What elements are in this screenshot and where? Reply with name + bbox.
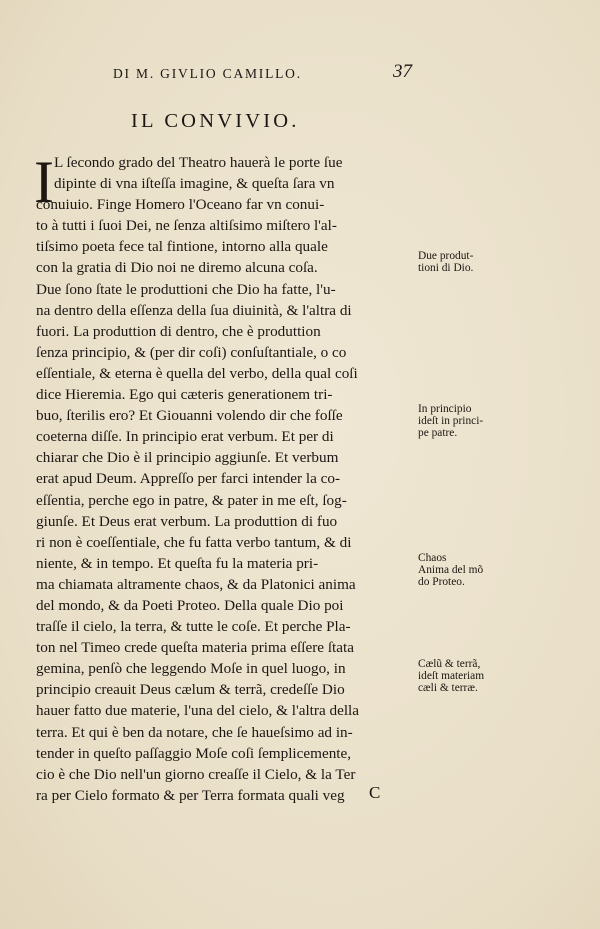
text-line: to à tutti i ſuoi Dei, ne ſenza altiſsimo miſtero l'al-	[36, 217, 337, 235]
margin-note-line: ideſt in princi-	[418, 415, 484, 427]
text-line: tender in queſto paſſaggio Moſe coſi ſemplicemente,	[36, 744, 352, 762]
text-line: ra per Cielo formato & per Terra formata quali veg	[36, 786, 345, 804]
text-line: hauer fatto due materie, l'una del cielo, & l'altra della	[36, 702, 360, 720]
text-line: erat apud Deum. Appreſſo per farci intender la co-	[36, 470, 341, 488]
margin-note	[418, 250, 473, 274]
margin-note-line: Cælũ & terrã,	[418, 658, 481, 670]
text-line: dice Hieremia. Ego qui cæteris generationem tri-	[36, 386, 333, 404]
text-line: eſſentia, perche ego in patre, & pater in me eſt, ſog-	[36, 491, 347, 509]
text-line: eſſentiale, & eterna è quella del verbo, della qual coſi	[36, 364, 358, 382]
text-line: giunſe. Et Deus erat verbum. La produttion di fuo	[36, 512, 338, 530]
text-line: na dentro della eſſenza della ſua diuinità, & l'altra di	[36, 301, 352, 319]
text-line: ſenza principio, & (per dir coſi) conſuſtantiale, o co	[36, 343, 347, 361]
text-line: L ſecondo grado del Theatro hauerà le porte ſue	[54, 154, 343, 171]
margin-note	[418, 403, 483, 439]
catchword: C	[369, 783, 381, 802]
margin-note-line: In principio	[418, 403, 472, 415]
text-line: niente, & in tempo. Et queſta fu la materia pri-	[36, 554, 319, 572]
text-line: terra. Et qui è ben da notare, che ſe haueſsimo ad in-	[36, 723, 353, 741]
margin-note	[418, 658, 484, 694]
margin-note-line: pe patre.	[418, 427, 458, 439]
text-line: coeterna diſſe. In principio erat verbum. Et per di	[36, 428, 334, 446]
margin-note-line: Anima del mõ	[418, 564, 484, 576]
text-line: ton nel Timeo crede queſta materia prima eſſere ſtata	[36, 639, 354, 657]
running-title: DI M. GIVLIO CAMILLO.	[113, 66, 302, 81]
text-line: Due ſono ſtate le produttioni che Dio ha fatte, l'u-	[36, 280, 336, 298]
text-line: cio è che Dio nell'un giorno creaſſe il Cielo, & la Ter	[36, 765, 356, 783]
margin-note-line: Due produt-	[418, 250, 474, 262]
margin-note-line: Chaos	[418, 552, 447, 564]
text-line: gemina, penſò che leggendo Moſe in quel luogo, in	[36, 660, 346, 678]
margin-note-line: do Proteo.	[418, 576, 465, 588]
text-line: con la gratia di Dio noi ne diremo alcuna coſa.	[36, 259, 318, 277]
text-line: del mondo, & da Poeti Proteo. Della quale Dio poi	[36, 596, 344, 614]
text-line: buo, ſterilis ero? Et Giouanni volendo dir che foſſe	[36, 407, 343, 425]
text-line: ma chiamata altramente chaos, & da Platonici anima	[36, 575, 356, 593]
margin-note-line: ideſt materiam	[418, 670, 485, 682]
text-line: fuori. La produttion di dentro, che è produttion	[36, 322, 321, 340]
text-line: ri non è coeſſentiale, che fu fatta verbo tantum, & di	[36, 533, 352, 551]
text-line: dipinte di vna iſteſſa imagine, & queſta ſara vn	[54, 175, 335, 193]
body-text	[34, 149, 412, 806]
text-line: conuiuio. Finge Homero l'Oceano far vn conui-	[36, 196, 325, 214]
text-line: principio creauit Deus cælum & terrã, credeſſe Dio	[36, 681, 345, 699]
page-number: 37	[393, 61, 412, 82]
section-title: IL CONVIVIO.	[131, 110, 300, 132]
text-line: chiarar che Dio è il principio aggiunſe. Et verbum	[36, 449, 339, 467]
text-line: tiſsimo poeta fece tal fintione, intorno alla quale	[36, 238, 328, 256]
drop-cap-initial: I	[34, 149, 54, 215]
margin-note	[418, 552, 483, 588]
text-line: traſſe il cielo, la terra, & tutte le coſe. Et perche Pla-	[36, 618, 351, 636]
margin-note-line: tioni di Dio.	[418, 262, 474, 274]
margin-note-line: cæli & terræ.	[418, 682, 478, 694]
